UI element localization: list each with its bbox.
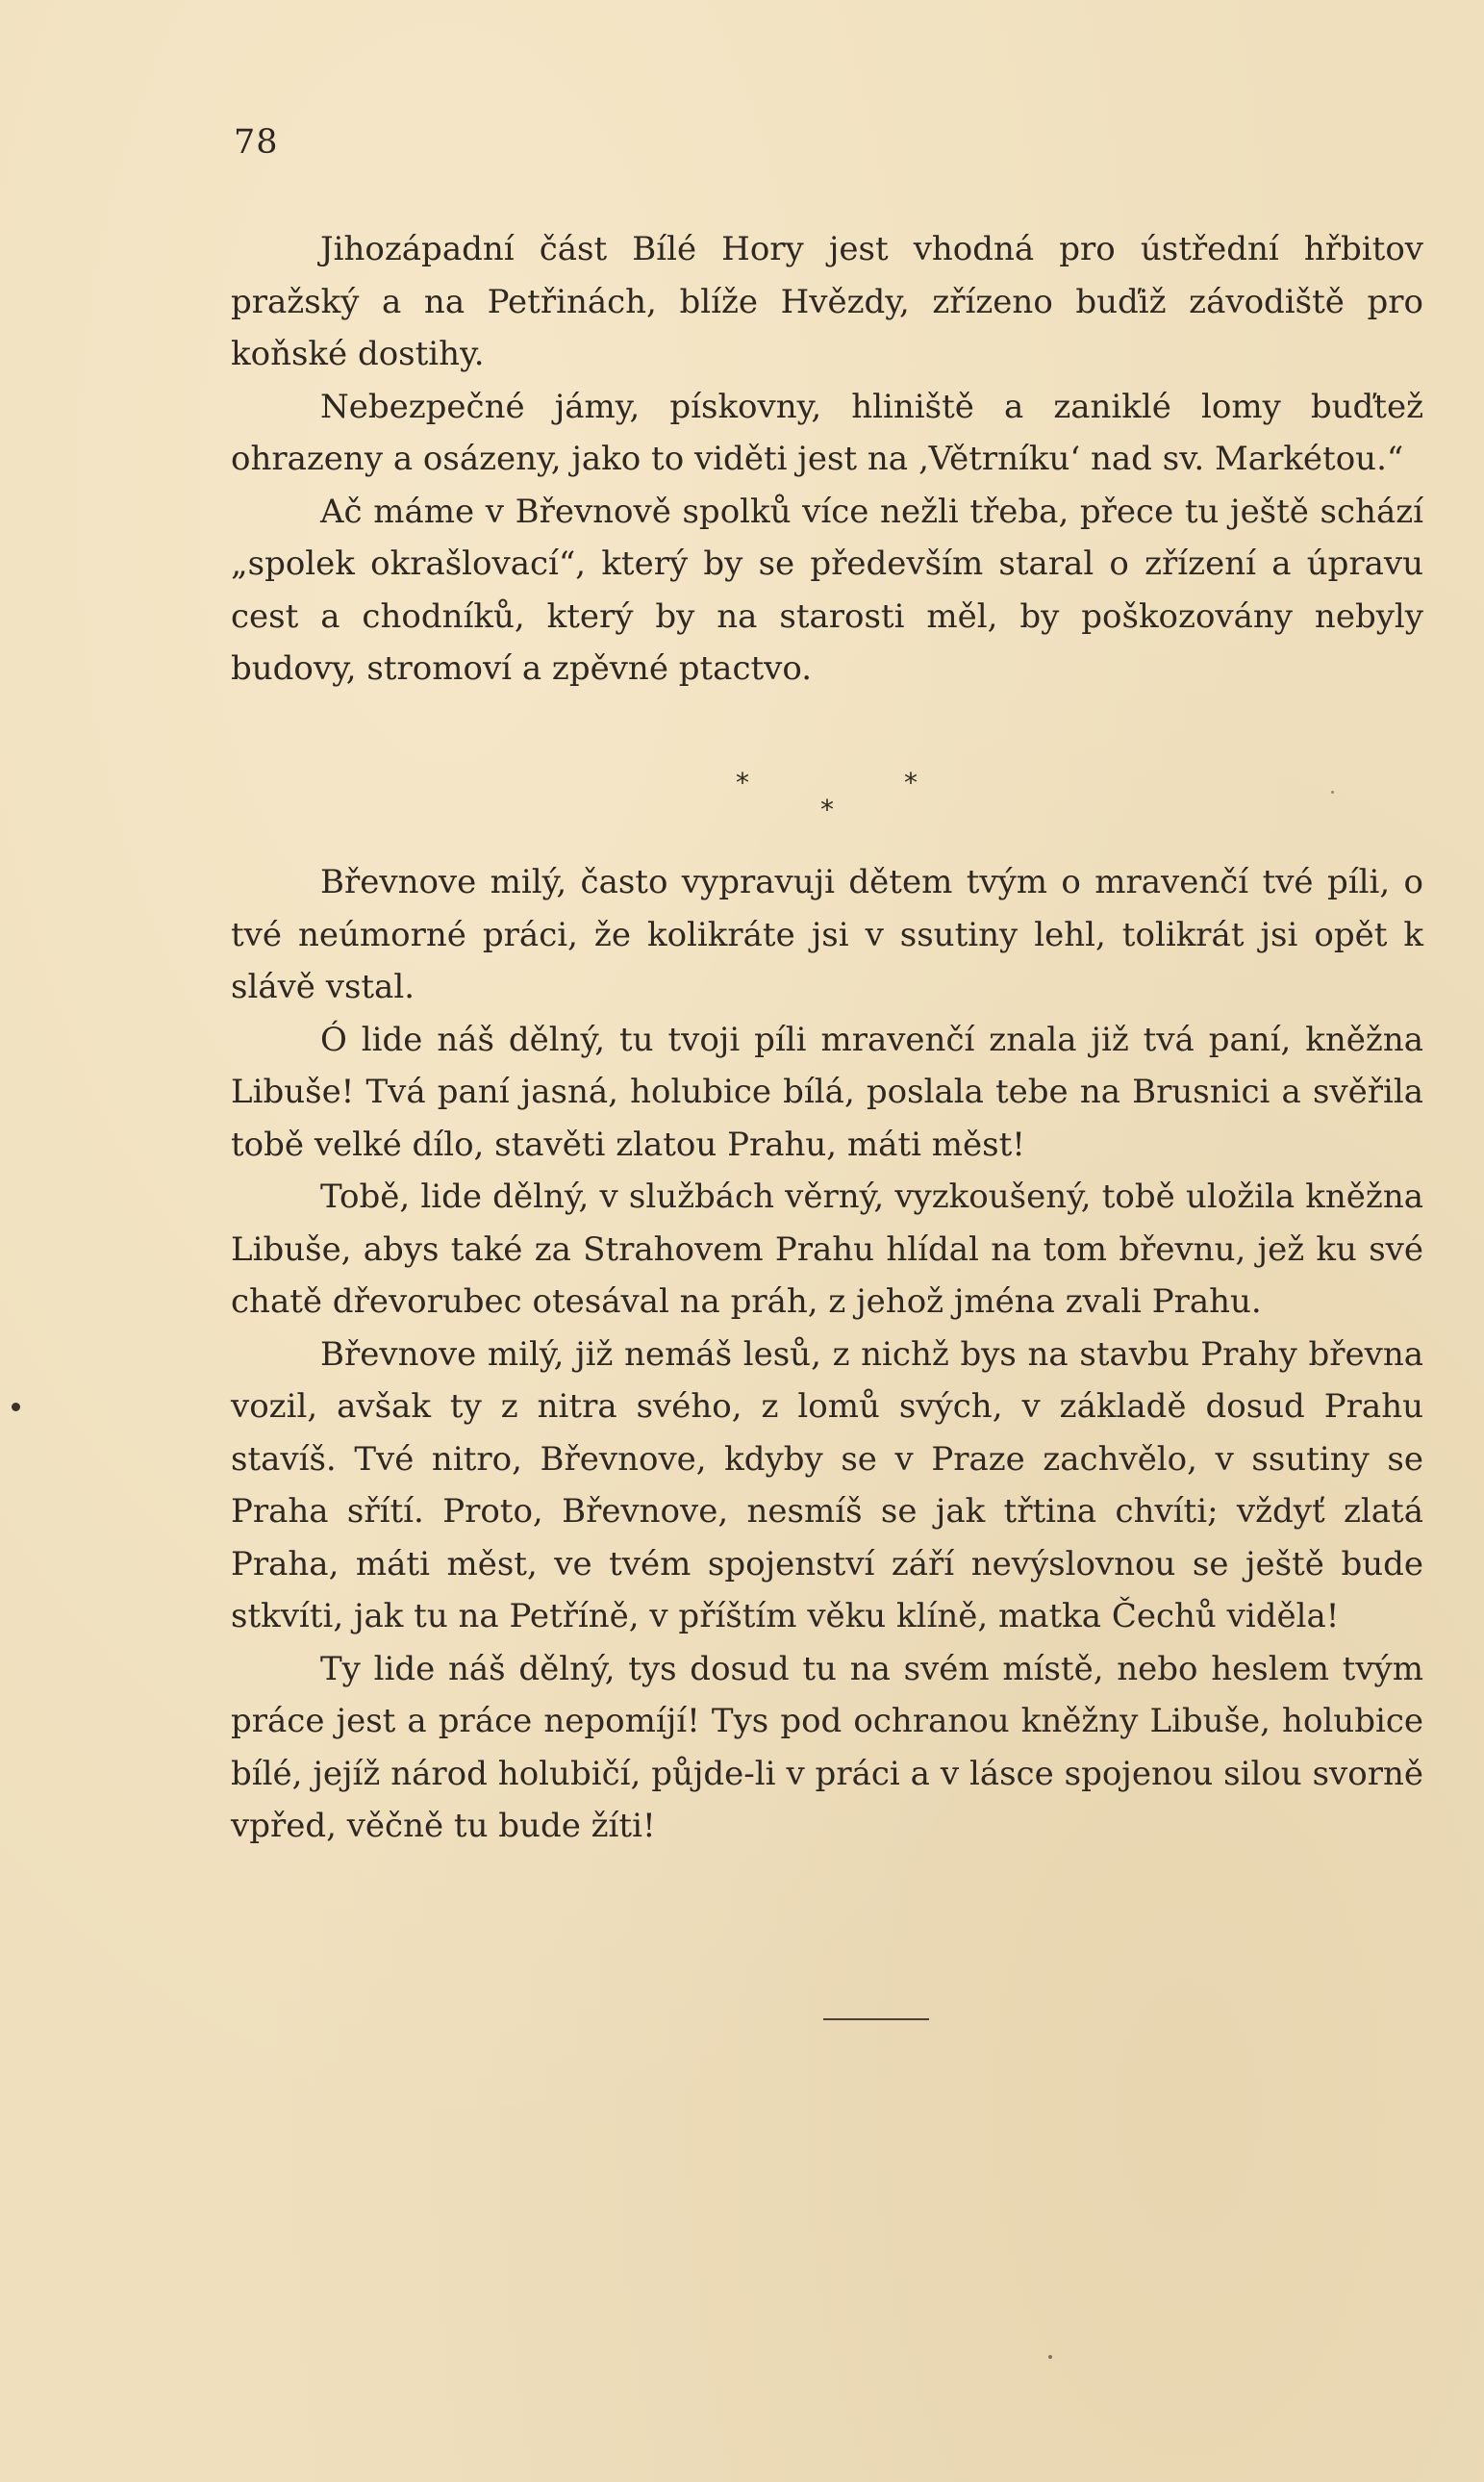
asterisk: * — [904, 767, 918, 798]
asterisk: * — [736, 767, 749, 798]
ink-speck — [1048, 2355, 1052, 2359]
page-number: 78 — [234, 123, 279, 162]
paragraph: Ač máme v Břevnově spolků více nežli třeba, přece tu ještě schází „spolek okrašlovací“, který by se především staral o zřízení a úpravu cest a chodníků, který by na starosti měl, by poškozovány nebyly budovy, stromoví a zpěvné ptactvo. — [231, 492, 1423, 688]
paragraph: Ó lide náš dělný, tu tvoji píli mravenčí znala již tvá paní, kněžna Libuše! Tvá paní jasná, holubice bílá, poslala tebe na Brusnici a svěřila tobě velké dílo, stavěti zlatou Prahu, máti měst! — [231, 1020, 1423, 1164]
paragraph: Tobě, lide dělný, v službách věrný, vyzkoušený, tobě uložila kněžna Libuše, abys také za Strahovem Prahu hlídal na tom břevnu, jež ku své chatě dřevorubec otesával na práh, z jehož jména zvali Prahu. — [231, 1178, 1423, 1321]
asterisk: * — [820, 794, 834, 825]
text-block-bottom — [231, 856, 1423, 1853]
end-rule — [823, 2018, 929, 2020]
paragraph: Břevnove milý, často vypravuji dětem tvým o mravenčí tvé píli, o tvé neúmorné práci, že kolikráte jsi v ssutiny lehl, tolikrát jsi opět k slávě vstal. — [231, 863, 1423, 1006]
paragraph: Ty lide náš dělný, tys dosud tu na svém místě, nebo heslem tvým práce jest a práce nepomíjí! Tys pod ochranou kněžny Libuše, holubice bílé, jejíž národ holubičí, půjde-li v práci a v lásce spojenou silou svorně vpřed, věčně tu bude žíti! — [231, 1649, 1423, 1845]
paragraph: Břevnove milý, již nemáš lesů, z nichž bys na stavbu Prahy břevna vozil, avšak ty z nitra svého, z lomů svých, v základě dosud Prahu stavíš. Tvé nitro, Břevnove, kdyby se v Praze zachvělo, v ssutiny se Praha sřítí. Proto, Břevnove, nesmíš se jak třtina chvíti; vždyť zlatá Praha, máti měst, ve tvém spojenství září nevýslovnou se ještě bude stkvíti, jak tu na Petříně, v příštím věku klíně, matka Čechů viděla! — [231, 1334, 1423, 1635]
paragraph: Nebezpečné jámy, pískovny, hliniště a zaniklé lomy buďtež ohrazeny a osázeny, jako to viděti jest na ‚Větrníku‘ nad sv. Markétou.“ — [231, 387, 1423, 478]
paragraph: Jihozápadní část Bílé Hory jest vhodná pro ústřední hřbitov pražský a na Petřinách, blíže Hvězdy, zřízeno buďiž závodiště pro koňské dostihy. — [231, 230, 1423, 373]
section-asterism — [692, 760, 923, 837]
text-block-top — [231, 223, 1423, 696]
ink-speck — [12, 1403, 20, 1411]
ink-speck — [1331, 791, 1334, 794]
